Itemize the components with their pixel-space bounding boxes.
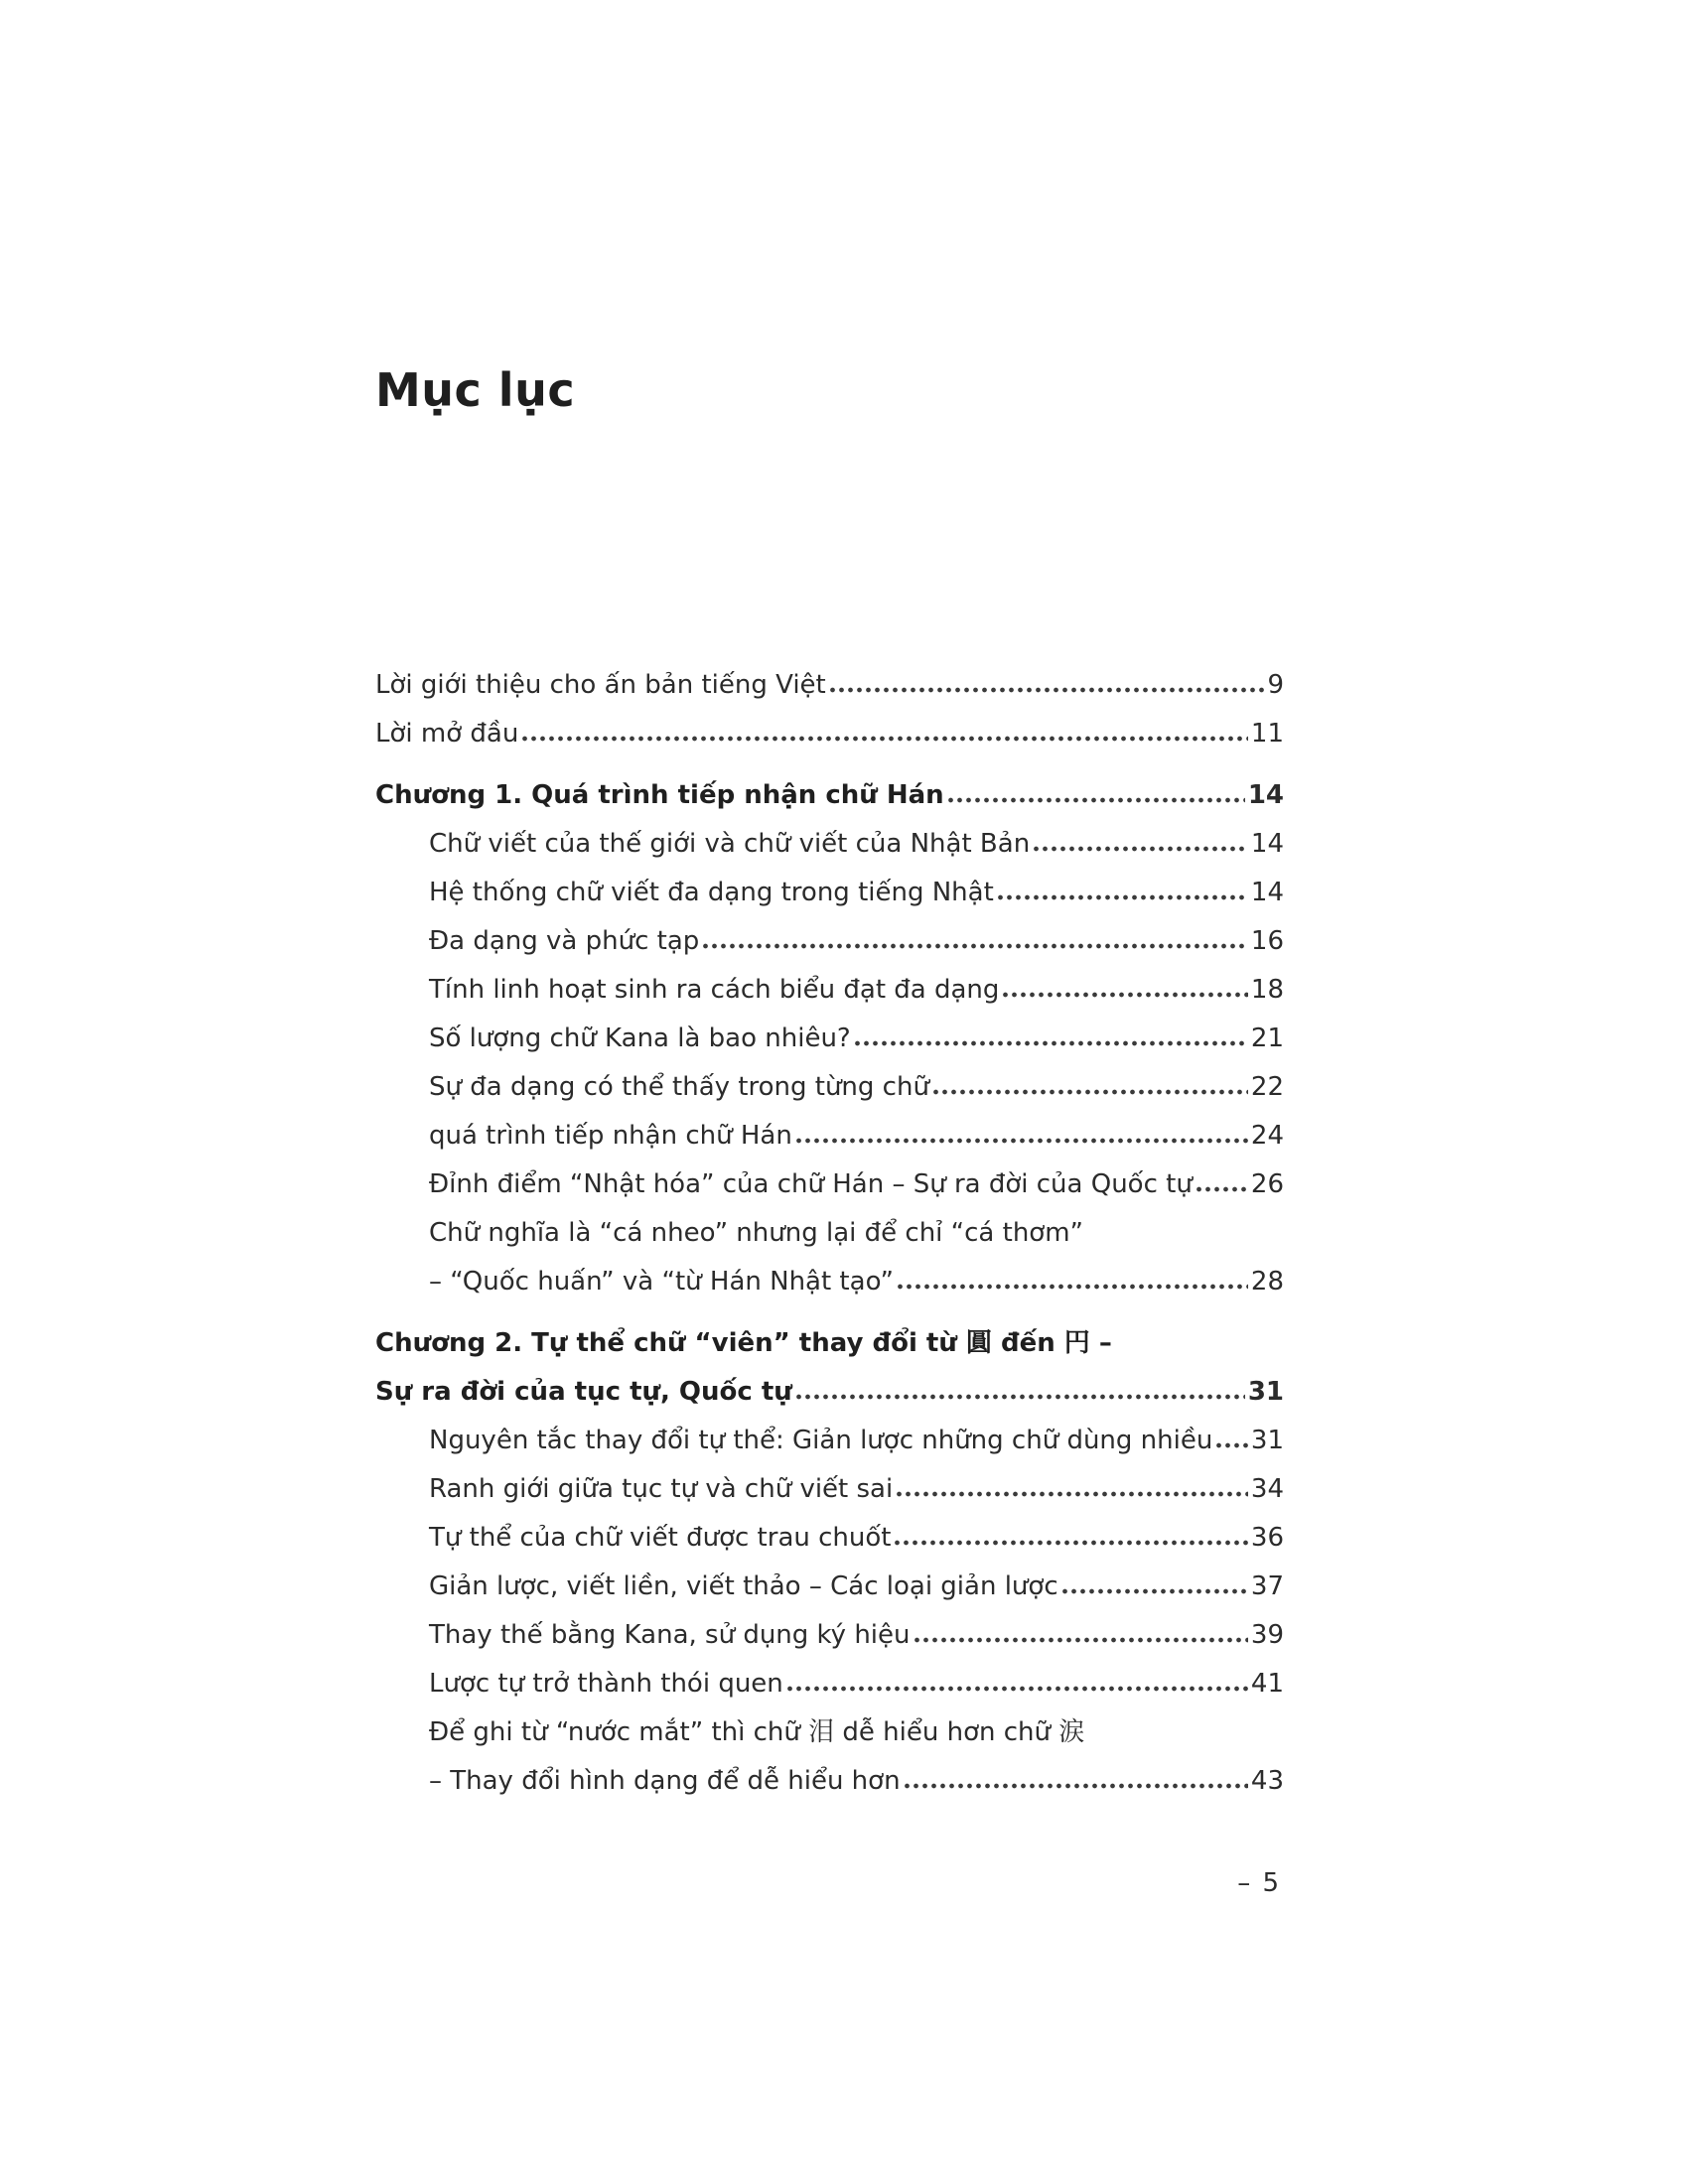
dotted-leader — [948, 797, 1245, 803]
toc-entry-line2 — [429, 1757, 1284, 1806]
toc-entry-label: Chữ viết của thế giới và chữ viết của Nhật Bản — [429, 829, 1031, 859]
toc-entry — [375, 1160, 1284, 1209]
toc-entry-label: Đa dạng và phức tạp — [429, 926, 700, 956]
toc-entry-page: 24 — [1250, 1121, 1284, 1151]
page-title: Mục lục — [375, 363, 576, 417]
toc-entry-page: 34 — [1250, 1474, 1284, 1504]
toc-entry-page: 9 — [1267, 670, 1284, 700]
dotted-leader — [1196, 1186, 1248, 1192]
dotted-leader — [1034, 846, 1248, 852]
toc-entry-label: Sự ra đời của tục tự, Quốc tự — [375, 1377, 792, 1407]
toc-entry-label: Để ghi từ “nước mắt” thì chữ 泪 dễ hiểu hơn chữ 涙 — [429, 1717, 1085, 1747]
toc-entry-label: – “Quốc huấn” và “từ Hán Nhật tạo” — [429, 1267, 895, 1297]
toc-entry-line1 — [375, 1319, 1284, 1368]
toc-entry — [375, 1660, 1284, 1708]
toc-chapter-entry-two-line — [375, 1319, 1284, 1417]
toc-entry-label: Chương 1. Quá trình tiếp nhận chữ Hán — [375, 780, 944, 810]
dotted-leader — [522, 736, 1248, 742]
toc-entry — [375, 1417, 1284, 1465]
dotted-leader — [855, 1040, 1248, 1046]
dotted-leader — [703, 943, 1248, 949]
toc-entry-page: 28 — [1250, 1267, 1284, 1297]
toc-entry-line2 — [429, 1258, 1284, 1306]
toc-entry-label: Lời mở đầu — [375, 719, 519, 749]
toc-entry-page: 31 — [1250, 1426, 1284, 1455]
toc-entry-label: Sự đa dạng có thể thấy trong từng chữ — [429, 1072, 929, 1102]
toc-entry-page: 14 — [1247, 780, 1284, 810]
dotted-leader — [796, 1394, 1245, 1400]
toc-entry-label: Số lượng chữ Kana là bao nhiêu? — [429, 1024, 851, 1053]
dotted-leader — [796, 1138, 1248, 1144]
toc-entry-page: 37 — [1250, 1571, 1284, 1601]
toc-entry — [375, 710, 1284, 758]
toc-entry — [375, 1611, 1284, 1660]
toc-entry-two-line — [375, 1209, 1284, 1306]
toc-entry-page: 22 — [1250, 1072, 1284, 1102]
toc-entry-label: Tự thể của chữ viết được trau chuốt — [429, 1523, 892, 1553]
dotted-leader — [1062, 1588, 1248, 1594]
toc-entry — [375, 1514, 1284, 1563]
toc-entry-label: Đỉnh điểm “Nhật hóa” của chữ Hán – Sự ra đời của Quốc tự — [429, 1169, 1193, 1199]
toc-entry — [375, 966, 1284, 1015]
toc-entry-label: Chữ nghĩa là “cá nheo” nhưng lại để chỉ “cá thơm” — [429, 1218, 1084, 1248]
toc-entry — [375, 1063, 1284, 1112]
toc-entry-label: quá trình tiếp nhận chữ Hán — [429, 1121, 792, 1151]
toc-entry — [375, 1015, 1284, 1063]
dotted-leader — [897, 1491, 1248, 1497]
toc-entry — [375, 661, 1284, 710]
toc-entry-label: Lược tự trở thành thói quen — [429, 1669, 783, 1699]
toc-entry-line1 — [429, 1708, 1284, 1757]
toc-entry-page: 16 — [1250, 926, 1284, 956]
toc-entry-page: 36 — [1250, 1523, 1284, 1553]
toc-entry — [375, 869, 1284, 917]
toc-entry-page: 14 — [1250, 829, 1284, 859]
toc-entry-label: Chương 2. Tự thể chữ “viên” thay đổi từ 圓 đến 円 – — [375, 1328, 1112, 1358]
toc-chapter-entry — [375, 771, 1284, 820]
toc-entry-label: Nguyên tắc thay đổi tự thể: Giản lược những chữ dùng nhiều — [429, 1426, 1213, 1455]
toc-entry-page: 26 — [1250, 1169, 1284, 1199]
toc-entry-label: Ranh giới giữa tục tự và chữ viết sai — [429, 1474, 894, 1504]
toc-entry-page: 31 — [1247, 1377, 1284, 1407]
toc-entry-label: Tính linh hoạt sinh ra cách biểu đạt đa dạng — [429, 975, 1000, 1005]
toc-entry — [375, 1465, 1284, 1514]
dotted-leader — [1003, 992, 1248, 998]
toc-entry — [375, 820, 1284, 869]
dotted-leader — [998, 894, 1248, 900]
toc-entry-page: 21 — [1250, 1024, 1284, 1053]
toc-entry-page: 14 — [1250, 878, 1284, 907]
toc-entry-label: Hệ thống chữ viết đa dạng trong tiếng Nhật — [429, 878, 994, 907]
toc-entry-label: – Thay đổi hình dạng để dễ hiểu hơn — [429, 1766, 901, 1796]
toc-entry-page: 41 — [1250, 1669, 1284, 1699]
toc-entry-line2 — [375, 1368, 1284, 1417]
dotted-leader — [905, 1783, 1248, 1789]
dotted-leader — [1216, 1442, 1248, 1448]
toc-entry — [375, 917, 1284, 966]
page-number-footer: – 5 — [1237, 1868, 1281, 1898]
toc-entry-page: 18 — [1250, 975, 1284, 1005]
toc-entry-line1 — [429, 1209, 1284, 1258]
toc-entry-page: 39 — [1250, 1620, 1284, 1650]
table-of-contents — [375, 661, 1284, 1806]
dotted-leader — [787, 1686, 1248, 1692]
toc-entry-page: 43 — [1250, 1766, 1284, 1796]
toc-entry — [375, 1112, 1284, 1160]
toc-entry-label: Giản lược, viết liền, viết thảo – Các loại giản lược — [429, 1571, 1058, 1601]
toc-entry-label: Thay thế bằng Kana, sử dụng ký hiệu — [429, 1620, 911, 1650]
dotted-leader — [933, 1089, 1248, 1095]
toc-entry-label: Lời giới thiệu cho ấn bản tiếng Việt — [375, 670, 826, 700]
dotted-leader — [914, 1637, 1248, 1643]
toc-entry-two-line — [375, 1708, 1284, 1806]
toc-entry-page: 11 — [1250, 719, 1284, 749]
toc-entry — [375, 1563, 1284, 1611]
dotted-leader — [830, 687, 1265, 693]
dotted-leader — [898, 1284, 1248, 1290]
dotted-leader — [895, 1540, 1247, 1546]
